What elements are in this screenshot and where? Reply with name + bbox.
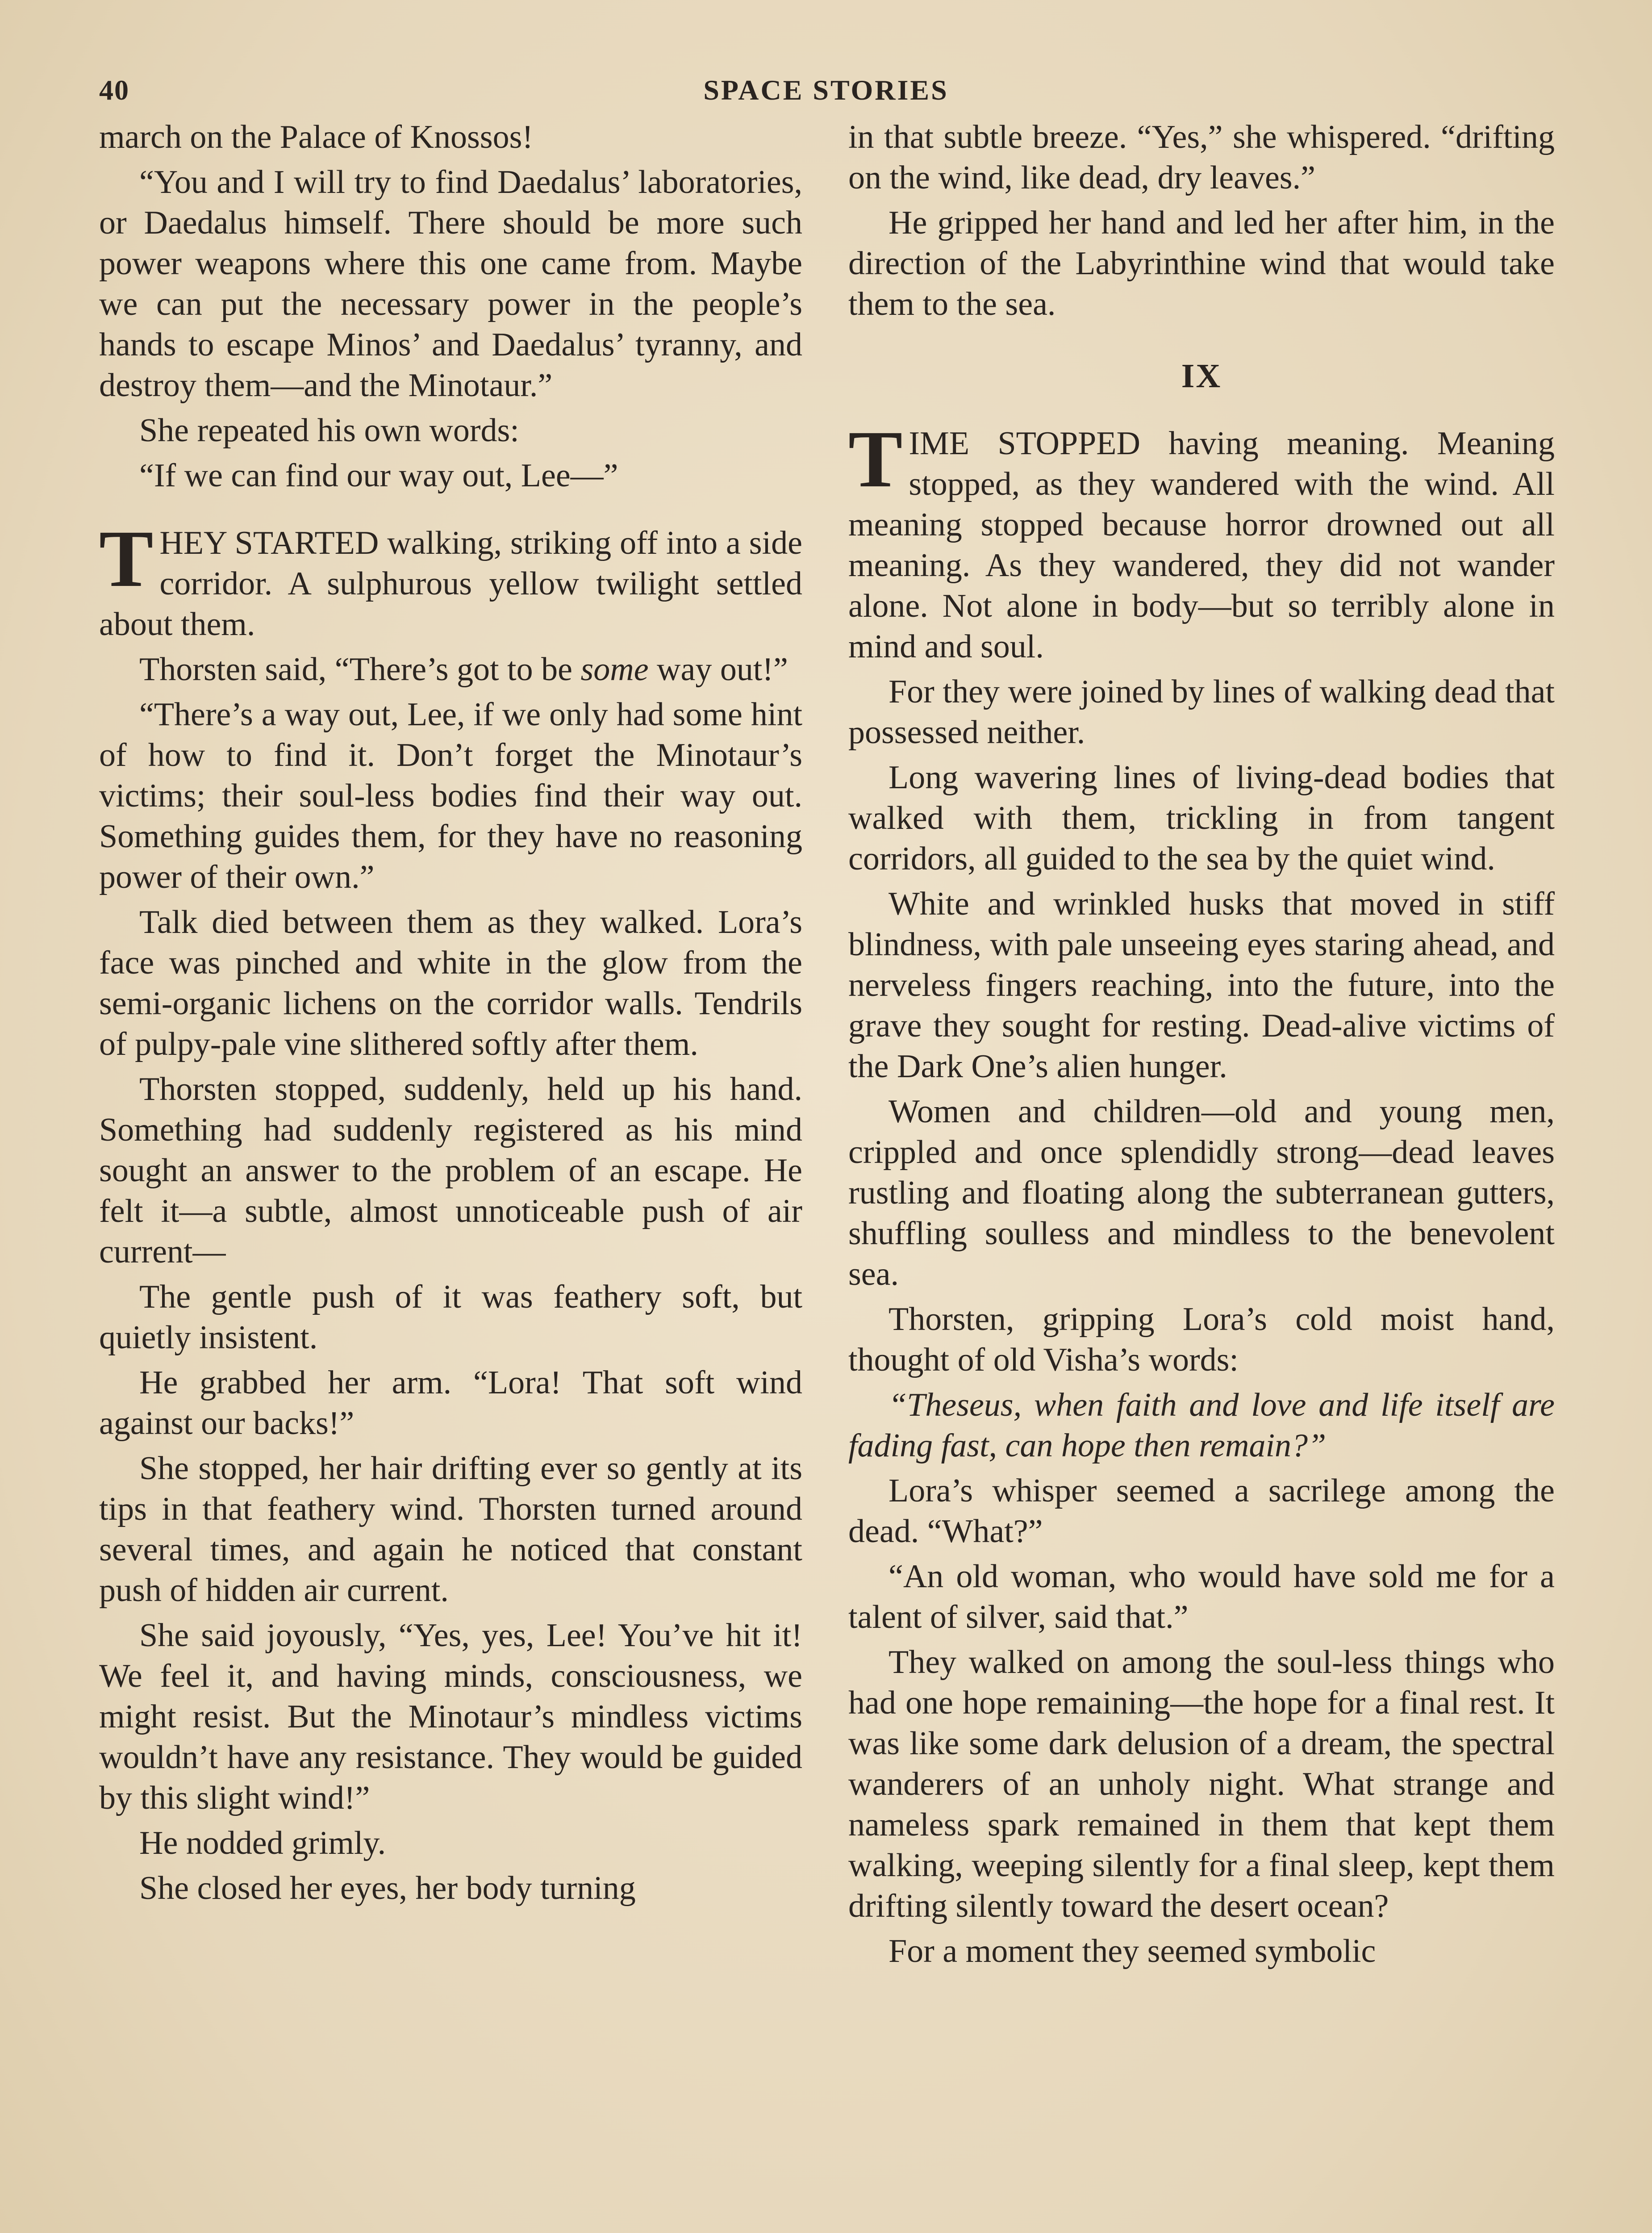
- paragraph: Long wavering lines of living-dead bodies that walked with them, trickling in from tangent corridors, all guided to the sea by the quiet wind.: [848, 759, 1555, 877]
- paragraph: in that subtle breeze. “Yes,” she whispered. “drifting on the wind, like dead, dry leaves.”: [848, 119, 1555, 196]
- paragraph: She repeated his own words:: [139, 412, 519, 449]
- paragraph: [99, 649, 802, 690]
- right-column: [848, 117, 1555, 1976]
- paragraph: Lora’s whisper seemed a sacrilege among the dead. “What?”: [848, 1472, 1555, 1550]
- running-head: SPACE STORIES: [703, 74, 949, 106]
- paragraph-text: HEY STARTED walking, striking off into a side corridor. A sulphurous yellow twilight settled about them.: [99, 525, 802, 643]
- paragraph-text: IME STOPPED having meaning. Meaning stopped, as they wandered with the wind. All meaning stopped because horror drowned out all meaning. As they wandered, they did not wander alone. Not alone in body—but so terribly alone in mind and soul.: [848, 425, 1555, 665]
- paragraph: The gentle push of it was feathery soft, but quietly insistent.: [99, 1279, 802, 1356]
- paragraph-text: Thorsten said, “There’s got to be: [139, 651, 581, 688]
- chapter-heading: IX: [1181, 357, 1222, 395]
- paragraph: Talk died between them as they walked. Lora’s face was pinched and white in the glow from the semi-organic lichens on the corridor walls. Tendrils of pulpy-pale vine slithered softly after them.: [99, 904, 802, 1062]
- paragraph: For they were joined by lines of walking dead that possessed neither.: [848, 673, 1555, 751]
- paragraph: “If we can find our way out, Lee—”: [139, 457, 618, 494]
- paragraph: He grabbed her arm. “Lora! That soft wind against our backs!”: [99, 1364, 802, 1442]
- left-column: [99, 117, 802, 1913]
- paragraph: Thorsten stopped, suddenly, held up his hand. Something had suddenly registered as his mind sought an answer to the problem of an escape. He felt it—a subtle, almost unnoticeable push of air current—: [99, 1071, 802, 1270]
- section-opening-paragraph: [99, 514, 802, 645]
- section-opening-paragraph: [848, 414, 1555, 667]
- paragraph: She said joyously, “Yes, yes, Lee! You’ve hit it! We feel it, and having minds, consciousness, we might resist. But the Minotaur’s mindless victims wouldn’t have any resistance. They would be guided by this slight wind!”: [99, 1617, 802, 1816]
- paragraph: “There’s a way out, Lee, if we only had some hint of how to find it. Don’t forget the Minotaur’s victims; their soul-less bodies find their way out. Something guides them, for they have no reasoning power of their own.”: [99, 696, 802, 895]
- paragraph: Thorsten, gripping Lora’s cold moist hand, thought of old Visha’s words:: [848, 1301, 1555, 1378]
- paragraph: She stopped, her hair drifting ever so gently at its tips in that feathery wind. Thorsten turned around several times, and again he noticed that constant push of hidden air current.: [99, 1450, 802, 1609]
- page-header: [99, 74, 1553, 114]
- paragraph: He gripped her hand and led her after him, in the direction of the Labyrinthine wind that would take them to the sea.: [848, 205, 1555, 322]
- paragraph: She closed her eyes, her body turning: [139, 1870, 636, 1907]
- drop-cap: T: [848, 414, 903, 504]
- drop-cap: T: [99, 514, 154, 604]
- paragraph: For a moment they seemed symbolic: [889, 1933, 1376, 1970]
- paragraph: They walked on among the soul-less things who had one hope remaining—the hope for a final rest. It was like some dark delusion of a dream, the spectral wanderers of an unholy night. What strange and nameless spark remained in them that kept them walking, weeping silently for a final sleep, kept them drifting silently toward the desert ocean?: [848, 1644, 1555, 1924]
- page-number: 40: [99, 74, 129, 106]
- paragraph: “You and I will try to find Daedalus’ laboratories, or Daedalus himself. There should be more such power weapons where this one came from. Maybe we can put the necessary power in the people’s hands to escape Minos’ and Daedalus’ tyranny, and destroy them—and the Minotaur.”: [99, 164, 802, 404]
- paragraph: march on the Palace of Knossos!: [99, 119, 534, 155]
- paragraph: “An old woman, who would have sold me for a talent of silver, said that.”: [848, 1558, 1555, 1635]
- quoted-verse: “Theseus, when faith and love and life itself are fading fast, can hope then remain?”: [848, 1387, 1555, 1464]
- emphasis-text: some: [580, 651, 649, 688]
- paragraph: White and wrinkled husks that moved in stiff blindness, with pale unseeing eyes staring ahead, and nerveless fingers reaching, into the future, into the grave they sought for resting. Dead-alive victims of the Dark One’s alien hunger.: [848, 886, 1555, 1085]
- paragraph: Women and children—old and young men, crippled and once splendidly strong—dead leaves rustling and floating along the subterranean gutters, shuffling soulless and mindless to the benevolent sea.: [848, 1093, 1555, 1292]
- paragraph-text: way out!”: [648, 651, 788, 688]
- paragraph: He nodded grimly.: [139, 1825, 386, 1861]
